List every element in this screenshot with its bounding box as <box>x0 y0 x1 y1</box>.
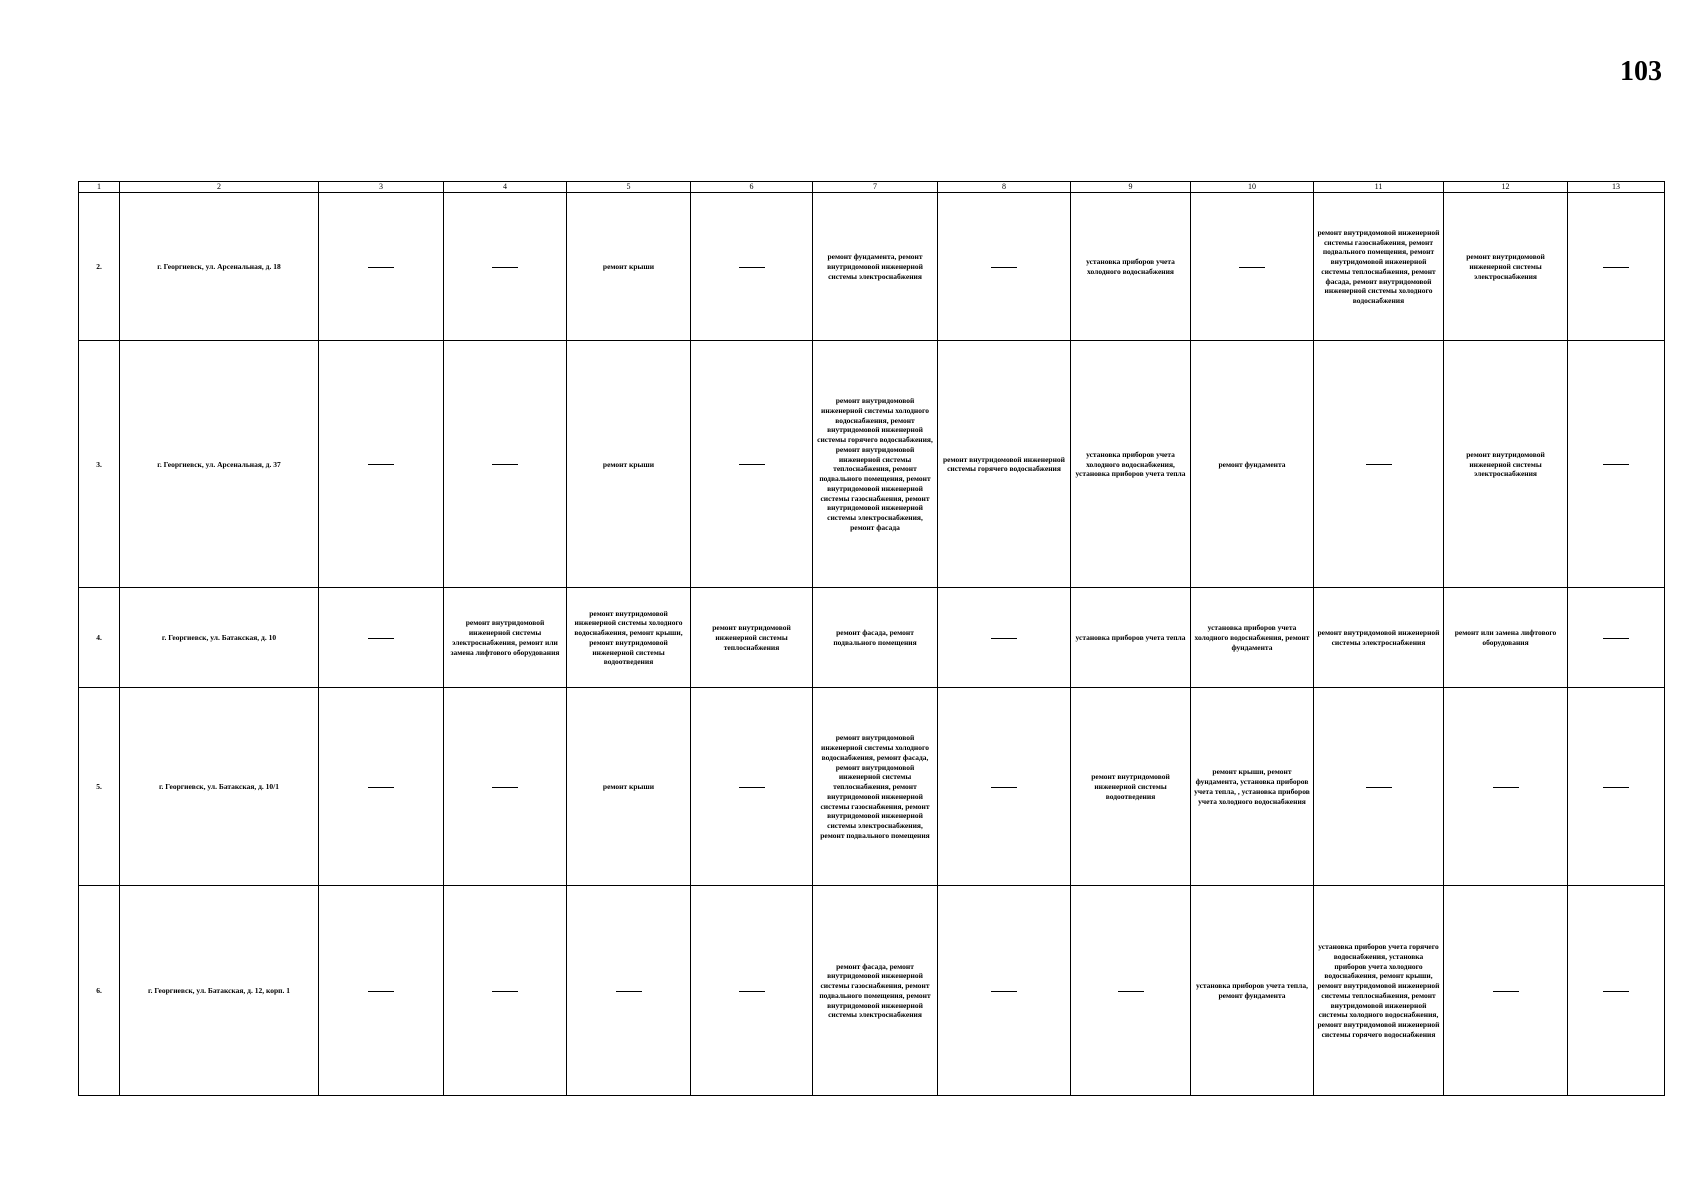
row-number: 2. <box>79 193 120 341</box>
work-cell: ремонт крыши, ремонт фундамента, установка приборов учета тепла, , установка приборов учета холодного водоснабжения <box>1191 688 1314 886</box>
repair-schedule-table <box>78 181 1665 1096</box>
work-cell: установка приборов учета холодного водоснабжения <box>1071 193 1191 341</box>
work-cell: установка приборов учета тепла, ремонт фундамента <box>1191 886 1314 1096</box>
address-cell: г. Георгиевск, ул. Арсенальная, д. 18 <box>120 193 319 341</box>
dash-mark <box>739 787 765 788</box>
empty-cell <box>319 886 444 1096</box>
work-cell: ремонт фасада, ремонт внутридомовой инженерной системы газоснабжения, ремонт подвального помещения, ремонт внутридомовой инженерной системы электроснабжения <box>813 886 938 1096</box>
work-cell: ремонт крыши <box>567 688 691 886</box>
dash-mark <box>1493 991 1519 992</box>
header-cell: 3 <box>319 182 444 193</box>
dash-mark <box>1603 787 1629 788</box>
empty-cell <box>938 886 1071 1096</box>
empty-cell <box>567 886 691 1096</box>
empty-cell <box>691 341 813 588</box>
dash-mark <box>368 267 394 268</box>
dash-mark <box>739 991 765 992</box>
empty-cell <box>1314 688 1444 886</box>
work-cell: ремонт внутридомовой инженерной системы холодного водоснабжения, ремонт крыши, ремонт внутридомовой инженерной системы водоотведения <box>567 588 691 688</box>
dash-mark <box>1603 991 1629 992</box>
empty-cell <box>1568 193 1665 341</box>
empty-cell <box>444 886 567 1096</box>
work-cell: ремонт внутридомовой инженерной системы газоснабжения, ремонт подвального помещения, ремонт внутридомовой инженерной системы теплоснабжения, ремонт фасада, ремонт внутридомовой инженерной системы холодного водоснабжения <box>1314 193 1444 341</box>
work-cell: ремонт внутридомовой инженерной системы теплоснабжения <box>691 588 813 688</box>
table-row <box>79 886 1665 1096</box>
empty-cell <box>444 193 567 341</box>
dash-mark <box>492 787 518 788</box>
work-cell: ремонт внутридомовой инженерной системы горячего водоснабжения <box>938 341 1071 588</box>
header-cell: 6 <box>691 182 813 193</box>
dash-mark <box>1603 464 1629 465</box>
work-cell: ремонт фасада, ремонт подвального помещения <box>813 588 938 688</box>
header-cell: 12 <box>1444 182 1568 193</box>
empty-cell <box>1191 193 1314 341</box>
table-row <box>79 193 1665 341</box>
address-cell: г. Георгиевск, ул. Арсенальная, д. 37 <box>120 341 319 588</box>
empty-cell <box>319 193 444 341</box>
dash-mark <box>1118 991 1144 992</box>
work-cell: ремонт или замена лифтового оборудования <box>1444 588 1568 688</box>
dash-mark <box>739 267 765 268</box>
dash-mark <box>616 991 642 992</box>
empty-cell <box>1071 886 1191 1096</box>
empty-cell <box>1568 886 1665 1096</box>
empty-cell <box>691 886 813 1096</box>
dash-mark <box>368 638 394 639</box>
header-cell: 9 <box>1071 182 1191 193</box>
dash-mark <box>991 638 1017 639</box>
work-cell: ремонт фундамента <box>1191 341 1314 588</box>
dash-mark <box>1239 267 1265 268</box>
work-cell: ремонт внутридомовой инженерной системы электроснабжения <box>1314 588 1444 688</box>
table-row <box>79 341 1665 588</box>
empty-cell <box>1568 588 1665 688</box>
header-cell: 2 <box>120 182 319 193</box>
empty-cell <box>319 688 444 886</box>
dash-mark <box>368 787 394 788</box>
empty-cell <box>444 688 567 886</box>
dash-mark <box>1366 787 1392 788</box>
empty-cell <box>938 193 1071 341</box>
row-number: 5. <box>79 688 120 886</box>
empty-cell <box>319 588 444 688</box>
address-cell: г. Георгиевск, ул. Батакская, д. 10/1 <box>120 688 319 886</box>
dash-mark <box>368 464 394 465</box>
dash-mark <box>1603 267 1629 268</box>
dash-mark <box>368 991 394 992</box>
address-cell: г. Георгиевск, ул. Батакская, д. 10 <box>120 588 319 688</box>
work-cell: ремонт внутридомовой инженерной системы электроснабжения, ремонт или замена лифтового оборудования <box>444 588 567 688</box>
empty-cell <box>1444 886 1568 1096</box>
empty-cell <box>691 193 813 341</box>
empty-cell <box>444 341 567 588</box>
empty-cell <box>1444 688 1568 886</box>
header-cell: 4 <box>444 182 567 193</box>
work-cell: установка приборов учета холодного водоснабжения, ремонт фундамента <box>1191 588 1314 688</box>
dash-mark <box>991 787 1017 788</box>
row-number: 4. <box>79 588 120 688</box>
dash-mark <box>991 267 1017 268</box>
row-number: 3. <box>79 341 120 588</box>
header-cell: 8 <box>938 182 1071 193</box>
address-cell: г. Георгиевск, ул. Батакская, д. 12, корп. 1 <box>120 886 319 1096</box>
work-cell: ремонт внутридомовой инженерной системы электроснабжения <box>1444 341 1568 588</box>
work-cell: ремонт крыши <box>567 193 691 341</box>
work-cell: установка приборов учета горячего водоснабжения, установка приборов учета холодного водоснабжения, ремонт крыши, ремонт внутридомовой инженерной системы теплоснабжения, ремонт внутридомовой инженерной системы холодного водоснабжения, ремонт внутридомовой инженерной системы горячего водоснабжения <box>1314 886 1444 1096</box>
dash-mark <box>492 991 518 992</box>
dash-mark <box>1493 787 1519 788</box>
empty-cell <box>1568 688 1665 886</box>
table-row <box>79 688 1665 886</box>
work-cell: ремонт внутридомовой инженерной системы холодного водоснабжения, ремонт внутридомовой инженерной системы горячего водоснабжения, ремонт внутридомовой инженерной системы теплоснабжения, ремонт подвального помещения, ремонт внутридомовой инженерной системы газоснабжения, ремонт внутридомовой инженерной системы электроснабжения, ремонт фасада <box>813 341 938 588</box>
empty-cell <box>1568 341 1665 588</box>
header-cell: 7 <box>813 182 938 193</box>
work-cell: ремонт внутридомовой инженерной системы электроснабжения <box>1444 193 1568 341</box>
work-cell: установка приборов учета тепла <box>1071 588 1191 688</box>
row-number: 6. <box>79 886 120 1096</box>
work-cell: установка приборов учета холодного водоснабжения, установка приборов учета тепла <box>1071 341 1191 588</box>
header-cell: 13 <box>1568 182 1665 193</box>
empty-cell <box>691 688 813 886</box>
dash-mark <box>991 991 1017 992</box>
header-cell: 11 <box>1314 182 1444 193</box>
empty-cell <box>1314 341 1444 588</box>
empty-cell <box>938 688 1071 886</box>
empty-cell <box>319 341 444 588</box>
dash-mark <box>1603 638 1629 639</box>
header-cell: 5 <box>567 182 691 193</box>
work-cell: ремонт внутридомовой инженерной системы водоотведения <box>1071 688 1191 886</box>
work-cell: ремонт внутридомовой инженерной системы холодного водоснабжения, ремонт фасада, ремонт внутридомовой инженерной системы теплоснабжения, ремонт внутридомовой инженерной системы газоснабжения, ремонт внутридомовой инженерной системы электроснабжения, ремонт подвального помещения <box>813 688 938 886</box>
dash-mark <box>739 464 765 465</box>
work-cell: ремонт фундамента, ремонт внутридомовой инженерной системы электроснабжения <box>813 193 938 341</box>
header-row <box>79 182 1665 193</box>
header-cell: 1 <box>79 182 120 193</box>
page-number: 103 <box>1620 56 1662 87</box>
table-row <box>79 588 1665 688</box>
empty-cell <box>938 588 1071 688</box>
dash-mark <box>492 267 518 268</box>
header-cell: 10 <box>1191 182 1314 193</box>
work-cell: ремонт крыши <box>567 341 691 588</box>
dash-mark <box>1366 464 1392 465</box>
dash-mark <box>492 464 518 465</box>
